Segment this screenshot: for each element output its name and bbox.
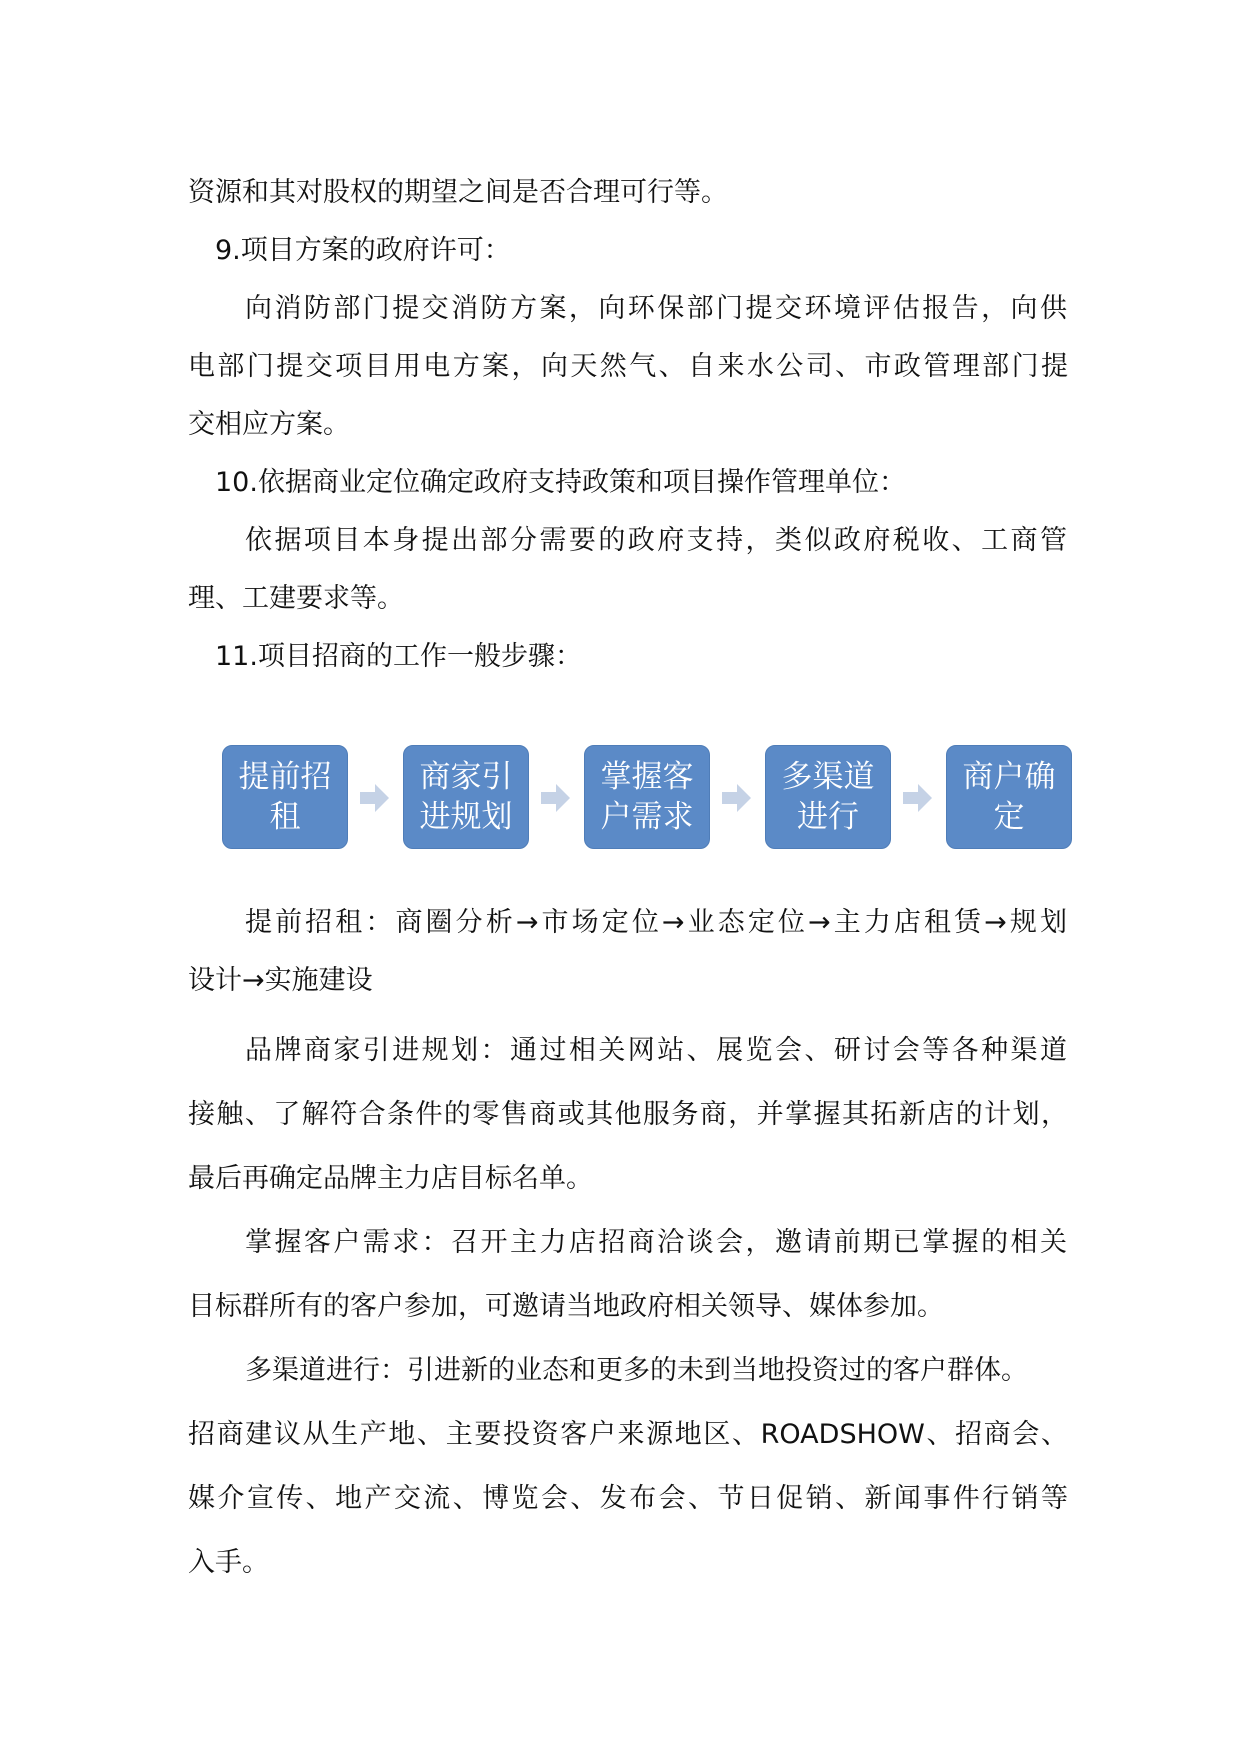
paragraph-line: 提前招租：商圈分析→市场定位→业态定位→主力店租赁→规划: [245, 907, 1067, 938]
flow-step-box: 商家引进规划: [403, 745, 529, 849]
paragraph-line: 向消防部门提交消防方案，向环保部门提交环境评估报告，向供: [245, 293, 1067, 324]
paragraph-line: 招商建议从生产地、主要投资客户来源地区、ROADSHOW、招商会、: [188, 1419, 1068, 1450]
paragraph-line: 资源和其对股权的期望之间是否合理可行等。: [188, 177, 728, 208]
arrow-right-icon: [903, 783, 933, 813]
paragraph-line: 品牌商家引进规划：通过相关网站、展览会、研讨会等各种渠道: [245, 1035, 1067, 1066]
paragraph-line: 设计→实施建设: [188, 965, 373, 996]
paragraph-line: 交相应方案。: [188, 409, 350, 440]
flow-step-box: 提前招租: [222, 745, 348, 849]
paragraph-line: 电部门提交项目用电方案，向天然气、自来水公司、市政管理部门提: [188, 351, 1068, 382]
paragraph-line: 掌握客户需求：召开主力店招商洽谈会，邀请前期已掌握的相关: [245, 1227, 1067, 1258]
paragraph-line: 依据项目本身提出部分需要的政府支持，类似政府税收、工商管: [245, 525, 1067, 556]
paragraph-line: 目标群所有的客户参加，可邀请当地政府相关领导、媒体参加。: [188, 1291, 944, 1322]
flow-step-box: 掌握客户需求: [584, 745, 710, 849]
arrow-right-icon: [541, 783, 571, 813]
flow-step-box: 多渠道进行: [765, 745, 891, 849]
paragraph-line: 接触、了解符合条件的零售商或其他服务商，并掌握其拓新店的计划，: [188, 1099, 1068, 1130]
arrow-right-icon: [722, 783, 752, 813]
numbered-heading-11: 11.项目招商的工作一般步骤：: [215, 641, 582, 672]
paragraph-line: 多渠道进行：引进新的业态和更多的未到当地投资过的客户群体。: [245, 1355, 1028, 1386]
flow-step-box: 商户确定: [946, 745, 1072, 849]
numbered-heading-9: 9.项目方案的政府许可：: [215, 235, 511, 266]
paragraph-line: 理、工建要求等。: [188, 583, 404, 614]
numbered-heading-10: 10.依据商业定位确定政府支持政策和项目操作管理单位：: [215, 467, 906, 498]
arrow-right-icon: [360, 783, 390, 813]
paragraph-line: 媒介宣传、地产交流、博览会、发布会、节日促销、新闻事件行销等: [188, 1483, 1068, 1514]
process-flow-diagram: [222, 745, 1072, 851]
paragraph-line: 最后再确定品牌主力店目标名单。: [188, 1163, 593, 1194]
paragraph-line: 入手。: [188, 1547, 269, 1578]
